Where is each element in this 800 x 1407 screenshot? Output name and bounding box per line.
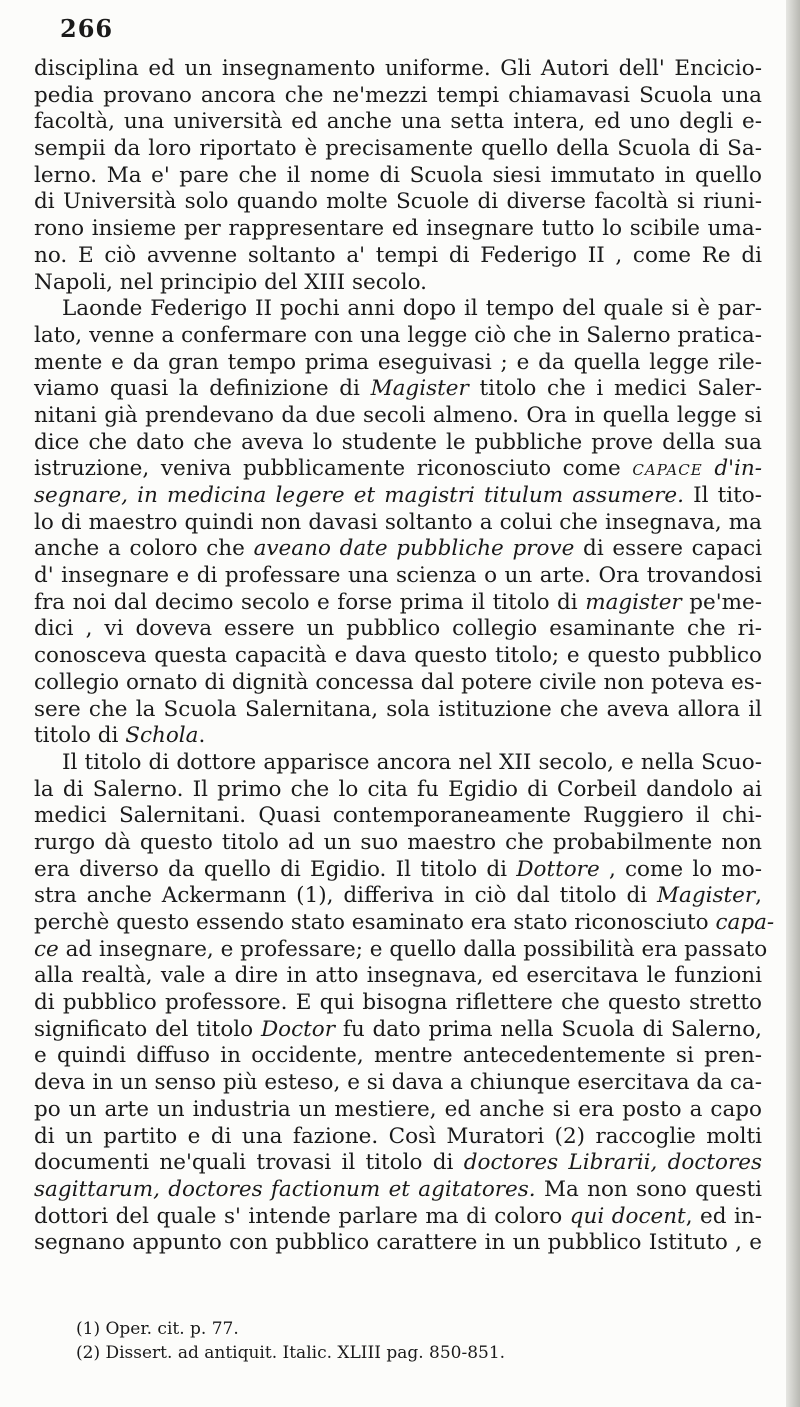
text-line: di un partito e di una fazione. Così Muratori (2) raccoglie molti	[34, 1123, 762, 1149]
text-line: mente e da gran tempo prima eseguivasi ; e da quella legge rile-	[34, 349, 762, 375]
text-line: sere che la Scuola Salernitana, sola istituzione che aveva allora il	[34, 696, 762, 722]
text-line: perchè questo essendo stato esaminato era stato riconosciuto capa-	[34, 910, 775, 935]
text-line: stra anche Ackermann (1), differiva in ciò dal titolo di Magister,	[34, 883, 762, 909]
text-line: rono insieme per rappresentare ed insegnare tutto lo scibile uma-	[34, 216, 762, 242]
text-line: Il titolo di dottore apparisce ancora nel XII secolo, e nella Scuo-	[62, 749, 762, 775]
text-line: sagittarum, doctores factionum et agitatores. Ma non sono questi	[34, 1176, 762, 1202]
text-line: Napoli, nel principio del XIII secolo.	[34, 269, 427, 295]
page-number: 266	[60, 14, 114, 43]
text-line: segnano appunto con pubblico carattere in un pubblico Istituto , e	[34, 1230, 762, 1256]
text-line: titolo di Schola.	[34, 723, 206, 749]
text-line: facoltà, una università ed anche una setta intera, ed uno degli e-	[34, 109, 762, 135]
text-line: era diverso da quello di Egidio. Il titolo di Dottore , come lo mo-	[34, 856, 762, 882]
text-line: dottori del quale s' intende parlare ma di coloro qui docent, ed in-	[34, 1203, 763, 1229]
text-line: lo di maestro quindi non davasi soltanto a colui che insegnava, ma	[34, 509, 762, 535]
text-line: fra noi dal decimo secolo e forse prima il titolo di magister pe'me-	[34, 589, 763, 615]
text-line: di pubblico professore. E qui bisogna riflettere che questo stretto	[34, 990, 762, 1016]
text-line: lerno. Ma e' pare che il nome di Scuola siesi immutato in quello	[34, 162, 762, 188]
text-line: istruzione, veniva pubblicamente riconosciuto come capace d'in-	[34, 456, 762, 482]
page-edge	[786, 0, 800, 1407]
text-line: anche a coloro che aveano date pubbliche prove di essere capaci	[34, 536, 762, 562]
text-line: collegio ornato di dignità concessa dal potere civile non poteva es-	[34, 669, 762, 695]
text-line: conosceva questa capacità e dava questo titolo; e questo pubblico	[34, 643, 762, 669]
text-line: pedia provano ancora che ne'mezzi tempi chiamavasi Scuola una	[34, 82, 762, 108]
text-line: dici , vi doveva essere un pubblico collegio esaminante che ri-	[34, 616, 762, 642]
text-line: nitani già prendevano da due secoli almeno. Ora in quella legge si	[34, 402, 762, 428]
text-line: d' insegnare e di professare una scienza o un arte. Ora trovandosi	[34, 563, 762, 589]
body-text	[34, 56, 775, 1257]
text-line: viamo quasi la definizione di Magister titolo che i medici Saler-	[34, 376, 762, 402]
text-line: la di Salerno. Il primo che lo cita fu Egidio di Corbeil dandolo ai	[34, 776, 762, 802]
text-line: ce ad insegnare, e professare; e quello dalla possibilità era passato	[34, 936, 768, 962]
footnote-2: (2) Dissert. ad antiquit. Italic. XLIII pag. 850-851.	[76, 1343, 506, 1363]
text-line: medici Salernitani. Quasi contemporaneamente Ruggiero il chi-	[34, 803, 762, 829]
footnote-1: (1) Oper. cit. p. 77.	[76, 1319, 239, 1339]
text-line: disciplina ed un insegnamento uniforme. Gli Autori dell' Encicio-	[34, 56, 762, 81]
text-line: lato, venne a confermare con una legge ciò che in Salerno pratica-	[34, 322, 762, 348]
text-line: di Università solo quando molte Scuole di diverse facoltà si riuni-	[34, 189, 762, 215]
text-line: significato del titolo Doctor fu dato prima nella Scuola di Salerno,	[34, 1016, 762, 1042]
text-line: po un arte un industria un mestiere, ed anche si era posto a capo	[34, 1096, 762, 1122]
text-line: dice che dato che aveva lo studente le pubbliche prove della sua	[34, 429, 762, 455]
text-line: e quindi diffuso in occidente, mentre antecedentemente si pren-	[34, 1043, 762, 1069]
text-line: deva in un senso più esteso, e si dava a chiunque esercitava da ca-	[34, 1070, 762, 1096]
text-line: rurgo dà questo titolo ad un suo maestro che probabilmente non	[34, 829, 762, 855]
text-line: documenti ne'quali trovasi il titolo di doctores Librarii, doctores	[34, 1150, 762, 1176]
text-line: alla realtà, vale a dire in atto insegnava, ed esercitava le funzioni	[34, 963, 762, 989]
text-line: no. E ciò avvenne soltanto a' tempi di Federigo II , come Re di	[34, 242, 762, 268]
text-line: segnare, in medicina legere et magistri titulum assumere. Il tito-	[34, 483, 762, 508]
text-line: sempii da loro riportato è precisamente quello della Scuola di Sa-	[34, 136, 762, 162]
text-line: Laonde Federigo II pochi anni dopo il tempo del quale si è par-	[62, 296, 762, 322]
